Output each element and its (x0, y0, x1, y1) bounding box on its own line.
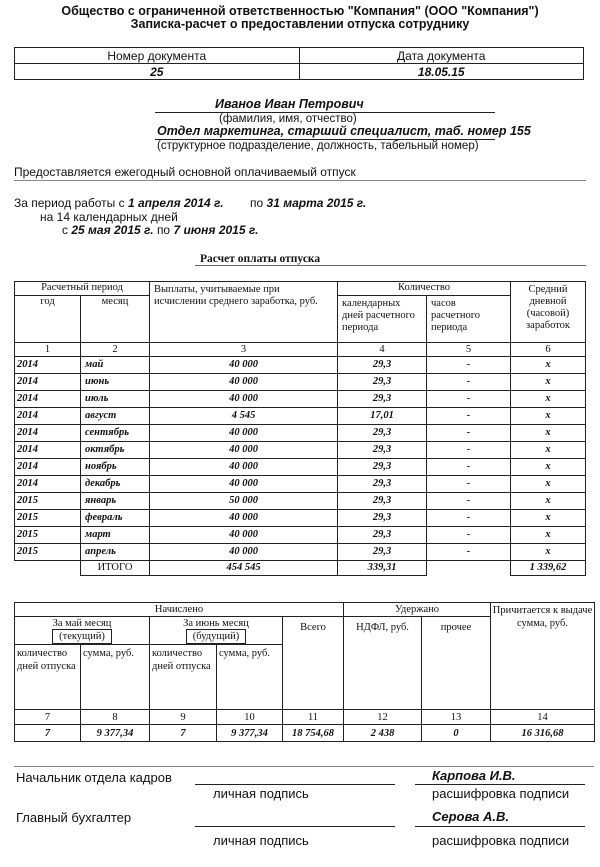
org-name: Общество с ограниченной ответственностью "Компания" (ООО "Компания") (61, 4, 539, 18)
col-num: 14 (491, 710, 595, 725)
cell-avg: х (511, 357, 586, 374)
val-other: 0 (422, 725, 491, 742)
cell-hours: - (427, 374, 511, 391)
h-june-days: количество дней отпуска (150, 645, 217, 710)
cell-avg: х (511, 493, 586, 510)
h-may-days: количество дней отпуска (15, 645, 81, 710)
acc-role: Главный бухгалтер (16, 810, 132, 825)
cell-sum: 40 000 (150, 527, 338, 544)
cell-avg: х (511, 391, 586, 408)
h-payments: Выплаты, учитываемые при исчислении среднего заработка, руб. (150, 282, 338, 343)
cell-sum: 40 000 (150, 476, 338, 493)
col-num: 1 (15, 343, 81, 357)
cell-avg: х (511, 374, 586, 391)
cell-month: июнь (81, 374, 150, 391)
cell-hours: - (427, 510, 511, 527)
cell-year: 2014 (15, 425, 81, 442)
work-period: За период работы с 1 апреля 2014 г. (14, 196, 224, 210)
cell-hours: - (427, 442, 511, 459)
cell-month: февраль (81, 510, 150, 527)
doc-number-value: 25 (15, 64, 300, 80)
employee-name: Иванов Иван Петрович (215, 97, 364, 111)
val-june-sum: 9 377,34 (217, 725, 283, 742)
table-row (15, 493, 586, 510)
cell-avg: х (511, 527, 586, 544)
cell-sum: 40 000 (150, 425, 338, 442)
val-total: 18 754,68 (283, 725, 344, 742)
h-month: месяц (81, 296, 150, 343)
cell-days: 29,3 (338, 510, 427, 527)
h-june-sum: сумма, руб. (217, 645, 283, 710)
h-ndfl: НДФЛ, руб. (344, 617, 422, 710)
h-qty: Количество (338, 282, 511, 296)
acc-decode-caption: расшифровка подписи (432, 833, 570, 848)
cell-days: 29,3 (338, 544, 427, 561)
cell-hours: - (427, 544, 511, 561)
h-may: За май месяц (15, 617, 150, 631)
cell-hours: - (427, 459, 511, 476)
cell-days: 29,3 (338, 476, 427, 493)
accrual-table (14, 602, 595, 742)
table-row (15, 510, 586, 527)
cell-month: ноябрь (81, 459, 150, 476)
table-row (15, 374, 586, 391)
col-num: 4 (338, 343, 427, 357)
col-num: 8 (81, 710, 150, 725)
cell-avg: х (511, 544, 586, 561)
col-num: 2 (81, 343, 150, 357)
cell-sum: 40 000 (150, 459, 338, 476)
cell-year: 2014 (15, 374, 81, 391)
hr-role: Начальник отдела кадров (16, 770, 172, 785)
hr-decode-caption: расшифровка подписи (432, 786, 570, 801)
col-num: 11 (283, 710, 344, 725)
doc-date-value: 18.05.15 (299, 64, 584, 80)
cell-month: июль (81, 391, 150, 408)
val-may-sum: 9 377,34 (81, 725, 150, 742)
cell-hours: - (427, 527, 511, 544)
h-total: Всего (283, 617, 344, 710)
table-row (15, 357, 586, 374)
cell-avg: х (511, 510, 586, 527)
cell-sum: 40 000 (150, 357, 338, 374)
total-avg: 1 339,62 (511, 561, 586, 576)
cell-avg: х (511, 425, 586, 442)
doc-number-label: Номер документа (15, 48, 300, 64)
cell-days: 29,3 (338, 357, 427, 374)
document-title: Записка-расчет о предоставлении отпуска сотруднику (130, 17, 470, 31)
work-period-end: по 31 марта 2015 г. (250, 196, 367, 210)
hr-name: Карпова И.В. (432, 768, 516, 783)
total-sum: 454 545 (150, 561, 338, 576)
total-days: 339,31 (338, 561, 427, 576)
cell-month: январь (81, 493, 150, 510)
cell-hours: - (427, 391, 511, 408)
cell-avg: х (511, 476, 586, 493)
doc-number-table (14, 47, 584, 80)
table-row (15, 459, 586, 476)
cell-days: 29,3 (338, 442, 427, 459)
h-next: (будущий) (186, 629, 246, 644)
table-row (15, 527, 586, 544)
col-num: 9 (150, 710, 217, 725)
h-year: год (15, 296, 81, 343)
cell-hours: - (427, 408, 511, 425)
cell-hours: - (427, 493, 511, 510)
employee-position-caption: (структурное подразделение, должность, табельный номер) (157, 140, 479, 152)
col-num: 5 (427, 343, 511, 357)
cell-year: 2014 (15, 442, 81, 459)
cell-month: сентябрь (81, 425, 150, 442)
leave-type: Предоставляется ежегодный основной оплачиваемый отпуск (14, 165, 356, 179)
col-num: 6 (511, 343, 586, 357)
h-other: прочее (422, 617, 491, 710)
leave-days: на 14 календарных дней (40, 210, 178, 224)
cell-month: август (81, 408, 150, 425)
cell-hours: - (427, 357, 511, 374)
cell-sum: 40 000 (150, 510, 338, 527)
cell-year: 2014 (15, 459, 81, 476)
col-num: 3 (150, 343, 338, 357)
col-num: 10 (217, 710, 283, 725)
val-may-days: 7 (15, 725, 81, 742)
acc-sign-caption: личная подпись (213, 833, 309, 848)
cell-hours: - (427, 425, 511, 442)
cell-month: март (81, 527, 150, 544)
cell-month: декабрь (81, 476, 150, 493)
acc-name: Серова А.В. (432, 809, 510, 824)
cell-days: 29,3 (338, 374, 427, 391)
h-period: Расчетный период (15, 282, 150, 296)
h-hours: часов расчетного периода (427, 296, 511, 343)
cell-sum: 40 000 (150, 374, 338, 391)
h-avg: Средний дневной (часовой) заработок (511, 282, 586, 343)
cell-year: 2015 (15, 544, 81, 561)
col-num: 7 (15, 710, 81, 725)
table-row (15, 544, 586, 561)
cell-days: 29,3 (338, 493, 427, 510)
col-num: 13 (422, 710, 491, 725)
table-row (15, 408, 586, 425)
cell-avg: х (511, 459, 586, 476)
cell-sum: 4 545 (150, 408, 338, 425)
val-june-days: 7 (150, 725, 217, 742)
h-june: За июнь месяц (150, 617, 283, 631)
h-accrued: Начислено (15, 603, 344, 617)
cell-sum: 40 000 (150, 442, 338, 459)
table-row (15, 425, 586, 442)
h-current: (текущий) (52, 629, 112, 644)
h-payable: Причитается к выдаче сумма, руб. (491, 603, 595, 710)
cell-month: октябрь (81, 442, 150, 459)
pay-table (14, 281, 586, 576)
employee-name-caption: (фамилия, имя, отчество) (219, 113, 357, 125)
cell-year: 2015 (15, 527, 81, 544)
cell-year: 2014 (15, 408, 81, 425)
total-label: ИТОГО (81, 561, 150, 576)
cell-year: 2014 (15, 391, 81, 408)
cell-hours: - (427, 476, 511, 493)
pay-title: Расчет оплаты отпуска (200, 253, 321, 265)
cell-year: 2015 (15, 510, 81, 527)
val-payable: 16 316,68 (491, 725, 595, 742)
cell-sum: 50 000 (150, 493, 338, 510)
cell-avg: х (511, 442, 586, 459)
leave-dates: с 25 мая 2015 г. по 7 июня 2015 г. (62, 223, 259, 237)
cell-days: 29,3 (338, 459, 427, 476)
val-ndfl: 2 438 (344, 725, 422, 742)
cell-year: 2015 (15, 493, 81, 510)
cell-sum: 40 000 (150, 544, 338, 561)
cell-days: 29,3 (338, 527, 427, 544)
h-may-sum: сумма, руб. (81, 645, 150, 710)
h-cal-days: календарных дней расчетного периода (338, 296, 427, 343)
doc-date-label: Дата документа (299, 48, 584, 64)
table-row (15, 391, 586, 408)
h-withheld: Удержано (344, 603, 491, 617)
cell-year: 2014 (15, 476, 81, 493)
table-row (15, 476, 586, 493)
employee-position: Отдел маркетинга, старший специалист, таб. номер 155 (157, 124, 531, 138)
cell-days: 29,3 (338, 425, 427, 442)
col-num: 12 (344, 710, 422, 725)
cell-sum: 40 000 (150, 391, 338, 408)
table-row (15, 442, 586, 459)
hr-sign-caption: личная подпись (213, 786, 309, 801)
cell-days: 17,01 (338, 408, 427, 425)
cell-days: 29,3 (338, 391, 427, 408)
cell-year: 2014 (15, 357, 81, 374)
cell-month: май (81, 357, 150, 374)
cell-month: апрель (81, 544, 150, 561)
cell-avg: х (511, 408, 586, 425)
